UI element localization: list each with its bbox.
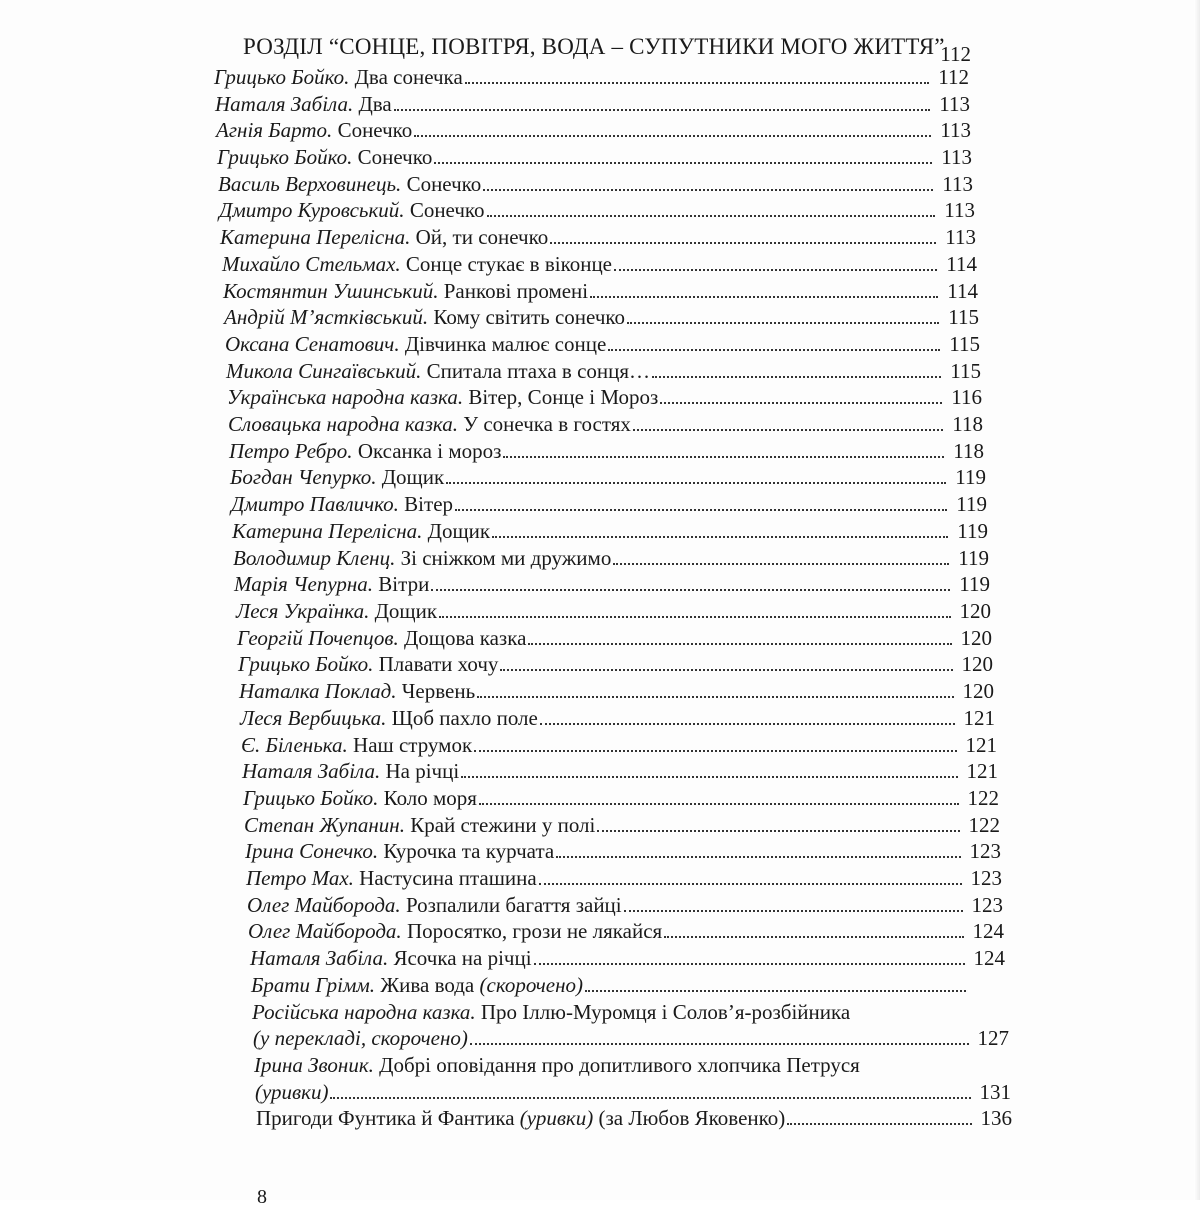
leader-dots: [479, 802, 959, 805]
entry-title: Сонечко: [352, 145, 433, 169]
toc-entry: [229, 437, 984, 463]
toc-entry: [222, 250, 977, 276]
entry-title: Жива вода: [375, 973, 480, 997]
leader-dots: [477, 695, 954, 698]
page-ref: 121: [963, 706, 995, 730]
leader-dots: [446, 481, 946, 484]
toc-entry: [255, 1078, 1011, 1104]
entry-author: Микола Сингаївський.: [226, 359, 422, 383]
leader-dots: [633, 428, 943, 431]
entry-title: На річці: [380, 759, 460, 783]
entry-title: Сонечко: [404, 198, 485, 222]
page-ref: 122: [967, 786, 999, 810]
page-ref: 115: [949, 332, 980, 356]
entry-text: [241, 733, 472, 757]
toc-entry: [233, 544, 989, 570]
entry-title: Сонце стукає в віконце: [400, 252, 612, 276]
toc-entry: [239, 677, 994, 703]
entry-text: [256, 1106, 785, 1130]
page-ref: 119: [958, 546, 989, 570]
entry-title: Ранкові промені: [438, 279, 589, 303]
entry-text: [240, 706, 538, 730]
entry-title: Оксанка і мороз: [352, 439, 502, 463]
page-ref: 121: [966, 759, 998, 783]
entry-note: (уривки): [255, 1080, 329, 1104]
entry-text: [250, 946, 532, 970]
entry-note: (у перекладі, скорочено): [253, 1026, 468, 1050]
toc-entry: [230, 463, 986, 489]
leader-dots: [330, 1096, 971, 1099]
entry-title: Ой, ти сонечко: [410, 225, 549, 249]
entry-note: (уривки): [519, 1106, 594, 1130]
leader-dots: [461, 775, 958, 778]
leader-dots: [414, 134, 931, 137]
page-ref: 113: [945, 225, 976, 249]
entry-title: Пригоди Фунтика й Фантика: [256, 1106, 520, 1130]
entry-text: [217, 145, 432, 169]
toc-entry: [217, 143, 972, 169]
entry-text: [236, 599, 437, 623]
toc-entry: [241, 731, 997, 757]
entry-author: Агнія Барто.: [216, 118, 333, 142]
entry-author: Російська народна казка.: [252, 1000, 476, 1024]
toc-entry: [234, 570, 990, 596]
page-ref: 115: [950, 359, 981, 383]
entry-author: Георгій Почепцов.: [237, 626, 399, 650]
entry-title: Два: [353, 92, 392, 116]
toc-entry: [220, 223, 976, 249]
entry-text: [219, 198, 485, 222]
entry-note: (скорочено): [479, 973, 584, 997]
entry-text: [254, 1053, 860, 1077]
entry-author: Грицько Бойко.: [238, 652, 374, 676]
leader-dots: [664, 935, 964, 938]
entry-text: [238, 652, 498, 676]
leader-dots: [652, 375, 941, 378]
leader-dots: [474, 749, 957, 752]
entry-title: Коло моря: [378, 786, 477, 810]
toc-entry: [227, 383, 982, 409]
page-ref: 119: [959, 572, 990, 596]
entry-author: Є. Біленька.: [241, 733, 348, 757]
entry-text: [246, 866, 537, 890]
leader-dots: [470, 1042, 969, 1045]
toc-entry: [226, 357, 981, 383]
page-ref: 119: [956, 492, 987, 516]
toc-entry: [245, 837, 1001, 863]
toc-entry: [248, 917, 1004, 943]
entry-text: [218, 172, 481, 196]
entry-author: Наталка Поклад.: [239, 679, 397, 703]
section-heading: РОЗДІЛ “СОНЦЕ, ПОВІТРЯ, ВОДА – СУПУТНИКИ МОГО ЖИТТЯ”: [243, 34, 945, 59]
entry-title: Край стежини у полі: [404, 813, 596, 837]
entry-author: Катерина Перелісна.: [220, 225, 411, 249]
page-ref: 122: [968, 813, 1000, 837]
toc-entry: [251, 971, 1006, 997]
leader-dots: [660, 401, 942, 404]
entry-text: [227, 385, 658, 409]
leader-dots: [394, 108, 930, 111]
leader-dots: [539, 882, 962, 885]
toc-entry: [225, 330, 980, 356]
page-ref: 124: [972, 919, 1004, 943]
entry-title: Вітер: [398, 492, 454, 516]
page-ref: 123: [969, 839, 1001, 863]
entry-text: [215, 92, 392, 116]
entry-text: [237, 626, 526, 650]
leader-dots: [787, 1122, 972, 1125]
page-ref: 113: [939, 92, 970, 116]
entry-title: Наш струмок: [347, 733, 473, 757]
entry-author: Костянтин Ушинський.: [223, 279, 439, 303]
entry-text: [234, 572, 429, 596]
entry-author: Андрій М’ястківський.: [224, 305, 429, 329]
entry-title: Дівчинка малює сонце: [399, 332, 607, 356]
entry-text: [229, 439, 501, 463]
leader-dots: [556, 855, 961, 858]
page-ref: 119: [955, 465, 986, 489]
entry-title: Про Іллю-Муромця і Солов’я-розбійника: [475, 1000, 851, 1024]
toc-entry: [242, 757, 998, 783]
entry-title: Кому світить сонечко: [428, 305, 626, 329]
entry-author: Ірина Звоник.: [254, 1053, 374, 1077]
entry-text: [244, 813, 595, 837]
entry-title: Плавати хочу: [373, 652, 499, 676]
entry-author: Українська народна казка.: [227, 385, 464, 409]
entry-text: [243, 786, 477, 810]
toc-entry: [253, 1024, 1009, 1050]
entry-author: Василь Верховинець.: [218, 172, 402, 196]
entry-text: [231, 492, 453, 516]
entry-title: Ясочка на річці: [388, 946, 532, 970]
entry-text: [252, 1000, 850, 1024]
toc-entry: [237, 624, 992, 650]
entry-title: Розпалили багаття зайці: [400, 893, 622, 917]
entry-author: Петро Мах.: [246, 866, 354, 890]
page-ref: 123: [970, 866, 1002, 890]
leader-dots: [585, 989, 966, 992]
entry-text: [224, 305, 625, 329]
toc-entry: [219, 196, 975, 222]
toc-entry: [256, 1104, 1012, 1130]
entry-author: Дмитро Павличко.: [231, 492, 399, 516]
toc-entry: [215, 90, 970, 116]
page-ref: 112: [938, 65, 969, 89]
leader-dots: [608, 348, 940, 351]
toc-entry: [231, 490, 987, 516]
toc-entry: [228, 410, 983, 436]
entry-author: Наталя Забіла.: [242, 759, 381, 783]
entry-title: Зі сніжком ми дружимо: [395, 546, 612, 570]
entry-text: [245, 839, 554, 863]
entry-author: Леся Вербицька.: [240, 706, 387, 730]
toc-entry: [252, 998, 1008, 1024]
entry-title: Сонечко: [401, 172, 482, 196]
page-ref: 136: [980, 1106, 1012, 1130]
leader-dots: [624, 909, 963, 912]
entry-text: [248, 919, 662, 943]
entry-text: [214, 65, 463, 89]
entry-text: [232, 519, 490, 543]
toc-entry: [214, 63, 969, 89]
page-ref: 118: [952, 412, 983, 436]
toc-entry: [250, 944, 1005, 970]
leader-dots: [434, 161, 932, 164]
leader-dots: [465, 81, 929, 84]
leader-dots: [483, 188, 933, 191]
entry-author: Грицько Бойко.: [214, 65, 350, 89]
entry-text: [255, 1080, 328, 1104]
page-ref: 120: [962, 679, 994, 703]
toc-entry: [216, 116, 971, 142]
page-ref: 113: [942, 172, 973, 196]
page-ref: 113: [941, 145, 972, 169]
entry-title: Дощик: [422, 519, 491, 543]
entry-title: Щоб пахло поле: [386, 706, 538, 730]
entry-author: Словацька народна казка.: [228, 412, 458, 436]
toc-entry: [236, 597, 991, 623]
entry-text: [223, 279, 588, 303]
entry-author: Ірина Сонечко.: [245, 839, 379, 863]
entry-title: Поросятко, грози не лякайся: [401, 919, 663, 943]
page-ref: 121: [965, 733, 997, 757]
entry-title: Дощова казка: [398, 626, 527, 650]
entry-text: [222, 252, 612, 276]
entry-text: [251, 973, 583, 997]
entry-text: [225, 332, 606, 356]
page-ref: 113: [944, 198, 975, 222]
page-ref: 113: [940, 118, 971, 142]
entry-author: Дмитро Куровський.: [219, 198, 405, 222]
toc-entry: [244, 811, 1000, 837]
toc-entry: [238, 650, 993, 676]
leader-dots: [614, 268, 937, 271]
leader-dots: [492, 535, 948, 538]
entry-text: [239, 679, 475, 703]
page-ref: 118: [953, 439, 984, 463]
leader-dots: [503, 455, 944, 458]
entry-title: Сонечко: [332, 118, 413, 142]
entry-text: [228, 412, 631, 436]
leader-dots: [550, 241, 936, 244]
entry-title: У сонечка в гостях: [457, 412, 631, 436]
entry-author: Олег Майборода.: [248, 919, 402, 943]
entry-text: [253, 1026, 468, 1050]
page-ref: 114: [946, 252, 977, 276]
entry-author: Марія Чепурна.: [234, 572, 374, 596]
entry-title: Вітри: [373, 572, 430, 596]
entry-text: [247, 893, 622, 917]
entry-text: [216, 118, 412, 142]
leader-dots: [534, 962, 965, 965]
entry-title: Вітер, Сонце і Мороз: [463, 385, 659, 409]
leader-dots: [528, 642, 952, 645]
entry-author: Наталя Забіла.: [250, 946, 389, 970]
entry-author: Грицько Бойко.: [217, 145, 353, 169]
entry-author: Катерина Перелісна.: [232, 519, 423, 543]
toc-entry: [254, 1051, 1010, 1077]
leader-dots: [487, 214, 935, 217]
page-ref: 115: [948, 305, 979, 329]
entry-author: Степан Жупанин.: [244, 813, 405, 837]
toc-entry: [243, 784, 999, 810]
entry-text: [242, 759, 459, 783]
entry-title: Дощик: [369, 599, 438, 623]
page-number: 8: [257, 1186, 267, 1208]
page-ref: 116: [951, 385, 982, 409]
entry-author: Оксана Сенатович.: [225, 332, 400, 356]
entry-title: Курочка та курчата: [378, 839, 555, 863]
entry-author: Наталя Забіла.: [215, 92, 354, 116]
page-ref: 112: [940, 42, 971, 66]
entry-author: Брати Грімм.: [251, 973, 376, 997]
page-ref: 131: [979, 1080, 1011, 1104]
entry-author: Леся Українка.: [236, 599, 370, 623]
page-ref: 127: [977, 1026, 1009, 1050]
entry-author: Володимир Кленц.: [233, 546, 396, 570]
toc-entry: [246, 864, 1002, 890]
entry-author: Грицько Бойко.: [243, 786, 379, 810]
entry-text: [230, 465, 444, 489]
leader-dots: [455, 508, 947, 511]
toc-entry: [232, 517, 988, 543]
page-ref: 120: [959, 599, 991, 623]
page-ref: 120: [961, 652, 993, 676]
entry-author: Петро Ребро.: [229, 439, 353, 463]
page-ref: 123: [971, 893, 1003, 917]
entry-author: Олег Майборода.: [247, 893, 401, 917]
toc-entry: [224, 303, 979, 329]
entry-author: Михайло Стельмах.: [222, 252, 401, 276]
entry-title-extra: (за Любов Яковенко): [593, 1106, 786, 1130]
leader-dots: [439, 615, 951, 618]
entry-title: Дощик: [376, 465, 445, 489]
entry-text: [220, 225, 548, 249]
toc-entry: [240, 704, 995, 730]
leader-dots: [431, 588, 950, 591]
leader-dots: [597, 829, 960, 832]
entry-title: Два сонечка: [349, 65, 463, 89]
entry-text: [233, 546, 611, 570]
page-ref: 120: [960, 626, 992, 650]
entry-title: Спитала птаха в сонця…: [421, 359, 651, 383]
leader-dots: [613, 562, 949, 565]
entry-author: Богдан Чепурко.: [230, 465, 377, 489]
entry-title: Настусина пташина: [353, 866, 537, 890]
page-edge-shadow: [1194, 0, 1200, 1200]
toc-entry: [247, 891, 1003, 917]
entry-title: Добрі оповідання про допитливого хлопчика Петруся: [373, 1053, 860, 1077]
toc-entry: [223, 277, 978, 303]
entry-title: Червень: [396, 679, 476, 703]
leader-dots: [500, 668, 953, 671]
entry-text: [226, 359, 650, 383]
page-ref: 124: [973, 946, 1005, 970]
page-ref: 114: [947, 279, 978, 303]
leader-dots: [590, 295, 938, 298]
leader-dots: [627, 321, 939, 324]
page-ref: 119: [957, 519, 988, 543]
toc-entry: [218, 170, 973, 196]
leader-dots: [540, 722, 955, 725]
